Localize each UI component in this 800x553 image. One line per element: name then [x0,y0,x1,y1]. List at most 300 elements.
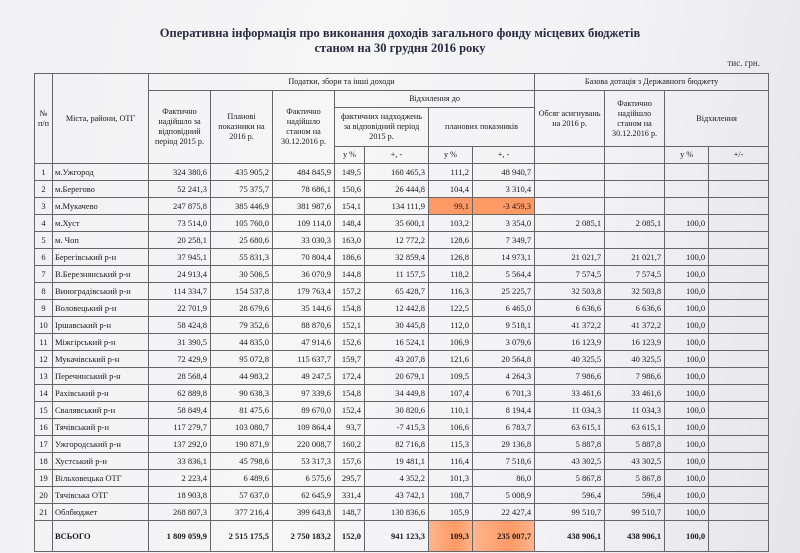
row-number: 10 [35,317,53,334]
table-row [35,300,769,317]
cell-fact-2015: 114 334,7 [149,283,211,300]
cell-dev-plan-pct: 108,7 [429,487,473,504]
row-number: 4 [35,215,53,232]
cell-dev-plan-pm: 29 136,8 [473,436,535,453]
total-dp: 100,0 [665,521,709,552]
cell-dev-plan-pct: 128,6 [429,232,473,249]
cell-dev-fact-pm: 35 600,1 [365,215,429,232]
cell-dev-plan-pm: 48 940,7 [473,164,535,181]
cell-fact-3012: 220 008,7 [273,436,335,453]
cell-dev-plan-pct: 104,4 [429,181,473,198]
cell-dev-fact-pct: 154,8 [335,385,365,402]
row-name: Тячівський р-н [53,419,149,436]
cell-fact-2015: 117 279,7 [149,419,211,436]
cell-dot-pm [709,164,769,181]
cell-dot-pct: 100,0 [665,266,709,283]
cell-dev-fact-pm: -7 415,3 [365,419,429,436]
cell-dev-plan-pm: 6 701,3 [473,385,535,402]
cell-dot-pm [709,198,769,215]
cell-dev-plan-pm: 3 310,4 [473,181,535,198]
cell-dot-pm [709,368,769,385]
cell-dot-fact: 63 615,1 [605,419,665,436]
cell-plan-2016: 90 638,3 [211,385,273,402]
cell-dev-plan-pm: 6 465,0 [473,300,535,317]
cell-dev-plan-pm: 7 349,7 [473,232,535,249]
cell-dev-fact-pct: 149,5 [335,164,365,181]
cell-dev-fact-pm: 19 481,1 [365,453,429,470]
table-row [35,198,769,215]
cell-dot-fact: 16 123,9 [605,334,665,351]
header-dot-pm: +/- [709,147,769,164]
cell-dev-plan-pct: 110,1 [429,402,473,419]
cell-dev-plan-pct: 122,5 [429,300,473,317]
row-number: 9 [35,300,53,317]
cell-dev-fact-pm: 43 742,1 [365,487,429,504]
table-row [35,487,769,504]
table-row [35,283,769,300]
cell-fact-2015: 33 836,1 [149,453,211,470]
header-dev-fact: фактичних надходжень за відповідний період 2015 р. [335,108,429,147]
row-name: м.Мукачево [53,198,149,215]
cell-plan-2016: 103 080,7 [211,419,273,436]
row-number: 19 [35,470,53,487]
cell-dev-plan-pm: 3 354,0 [473,215,535,232]
total-row [35,521,769,552]
cell-dot-volume: 99 510,7 [535,504,605,521]
cell-plan-2016: 6 489,6 [211,470,273,487]
cell-dot-fact: 40 325,5 [605,351,665,368]
cell-dev-plan-pct: 115,3 [429,436,473,453]
cell-plan-2016: 105 760,0 [211,215,273,232]
cell-fact-3012: 89 670,0 [273,402,335,419]
cell-dev-fact-pm: 134 111,9 [365,198,429,215]
cell-dot-fact [605,232,665,249]
row-number: 3 [35,198,53,215]
header-plan-2016: Планові показники на 2016 р. [211,91,273,164]
cell-dot-pm [709,249,769,266]
cell-dot-volume: 11 034,3 [535,402,605,419]
cell-dev-plan-pct: 112,0 [429,317,473,334]
row-number: 2 [35,181,53,198]
cell-dev-plan-pm: 14 973,1 [473,249,535,266]
cell-dot-pct: 100,0 [665,402,709,419]
cell-dev-fact-pct: 163,0 [335,232,365,249]
cell-plan-2016: 44 835,0 [211,334,273,351]
table-row [35,215,769,232]
row-name: Міжгірський р-н [53,334,149,351]
table-row [35,351,769,368]
cell-fact-3012: 70 804,4 [273,249,335,266]
cell-dev-fact-pm: 20 679,1 [365,368,429,385]
cell-dot-volume: 2 085,1 [535,215,605,232]
cell-dev-fact-pm: 26 444,8 [365,181,429,198]
cell-dev-fact-pm: 160 465,3 [365,164,429,181]
cell-dot-fact: 6 636,6 [605,300,665,317]
cell-dot-pm [709,453,769,470]
cell-dev-plan-pm: 22 427,4 [473,504,535,521]
total-dv: 438 906,1 [535,521,605,552]
header-pm-1: +, - [365,147,429,164]
table-row [35,402,769,419]
row-number: 17 [35,436,53,453]
cell-dot-volume [535,164,605,181]
header-fact-2015: Фактично надійшло за відповідний період 2015 р. [149,91,211,164]
cell-dot-pm [709,266,769,283]
cell-dev-fact-pm: 34 449,8 [365,385,429,402]
cell-dot-volume: 21 021,7 [535,249,605,266]
table-row [35,232,769,249]
cell-dev-fact-pct: 93,7 [335,419,365,436]
cell-dot-fact: 11 034,3 [605,402,665,419]
document-title [0,26,800,56]
cell-dev-plan-pct: 106,9 [429,334,473,351]
cell-dot-volume: 16 123,9 [535,334,605,351]
header-npp: № п/п [35,74,53,164]
cell-fact-3012: 484 845,9 [273,164,335,181]
cell-fact-3012: 36 070,9 [273,266,335,283]
cell-plan-2016: 28 679,6 [211,300,273,317]
cell-dot-fact: 99 510,7 [605,504,665,521]
total-d1: 941 123,3 [365,521,429,552]
row-number: 21 [35,504,53,521]
cell-fact-3012: 399 643,8 [273,504,335,521]
cell-dot-fact: 33 461,6 [605,385,665,402]
cell-dev-plan-pct: 105,9 [429,504,473,521]
cell-fact-2015: 137 292,0 [149,436,211,453]
row-name: Тячівська ОТГ [53,487,149,504]
header-city: Міста, райони, ОТГ [53,74,149,164]
cell-dot-volume: 63 615,1 [535,419,605,436]
cell-dot-volume: 596,4 [535,487,605,504]
total-f16: 2 750 183,2 [273,521,335,552]
cell-dev-plan-pm: 5 564,4 [473,266,535,283]
cell-fact-2015: 72 429,9 [149,351,211,368]
row-number: 13 [35,368,53,385]
header-dot-fact: Фактично надійшло станом на 30.12.2016 р. [605,91,665,147]
cell-dot-pct: 100,0 [665,470,709,487]
header-dot-blank-1 [535,147,605,164]
row-name: Виноградівський р-н [53,283,149,300]
cell-dot-volume: 7 574,5 [535,266,605,283]
row-number: 12 [35,351,53,368]
row-name: Перечинський р-н [53,368,149,385]
header-dot-volume: Обсяг асигнувань на 2016 р. [535,91,605,147]
total-p2: 109,3 [429,521,473,552]
row-number: 20 [35,487,53,504]
cell-plan-2016: 79 352,6 [211,317,273,334]
units-label: тис. грн. [727,58,760,68]
row-number: 16 [35,419,53,436]
cell-dev-fact-pct: 154,1 [335,198,365,215]
cell-dev-fact-pct: 172,4 [335,368,365,385]
cell-dev-fact-pct: 144,8 [335,266,365,283]
row-name: м.Ужгород [53,164,149,181]
cell-dev-plan-pm: 6 783,7 [473,419,535,436]
cell-dot-pm [709,470,769,487]
cell-dev-plan-pm: 25 225,7 [473,283,535,300]
cell-dev-plan-pct: 111,2 [429,164,473,181]
cell-dev-fact-pct: 152,6 [335,334,365,351]
cell-dot-volume: 5 867,8 [535,470,605,487]
cell-dot-volume [535,181,605,198]
row-number: 5 [35,232,53,249]
cell-plan-2016: 30 506,5 [211,266,273,283]
cell-dot-pct [665,198,709,215]
cell-dev-fact-pm: 30 445,8 [365,317,429,334]
cell-fact-2015: 58 424,8 [149,317,211,334]
cell-dev-fact-pct: 152,4 [335,402,365,419]
cell-fact-2015: 24 913,4 [149,266,211,283]
cell-dot-pm [709,436,769,453]
cell-dot-pm [709,334,769,351]
cell-dot-volume: 32 503,8 [535,283,605,300]
cell-dot-volume: 40 325,5 [535,351,605,368]
cell-fact-3012: 115 637,7 [273,351,335,368]
cell-dot-pct: 100,0 [665,419,709,436]
table-row [35,334,769,351]
table-row [35,385,769,402]
cell-dev-fact-pct: 295,7 [335,470,365,487]
cell-dev-fact-pm: 12 442,8 [365,300,429,317]
cell-plan-2016: 154 537,8 [211,283,273,300]
cell-dev-fact-pm: 30 820,6 [365,402,429,419]
cell-fact-2015: 247 875,8 [149,198,211,215]
cell-dev-plan-pct: 109,5 [429,368,473,385]
cell-fact-2015: 58 849,4 [149,402,211,419]
cell-plan-2016: 385 446,9 [211,198,273,215]
cell-dot-pct: 100,0 [665,317,709,334]
cell-dot-pct [665,232,709,249]
cell-dot-fact: 7 986,6 [605,368,665,385]
cell-dot-pct: 100,0 [665,436,709,453]
cell-dot-pct: 100,0 [665,487,709,504]
cell-dot-volume: 6 636,6 [535,300,605,317]
cell-plan-2016: 377 216,4 [211,504,273,521]
row-name: Свалявський р-н [53,402,149,419]
header-taxes-group: Податки, збори та інші доходи [149,74,535,91]
cell-fact-2015: 28 568,4 [149,368,211,385]
row-number: 8 [35,283,53,300]
cell-dot-volume [535,232,605,249]
cell-fact-2015: 31 390,5 [149,334,211,351]
cell-dev-plan-pm: 5 008,9 [473,487,535,504]
row-name: Облбюджет [53,504,149,521]
cell-dev-fact-pct: 152,1 [335,317,365,334]
table-row [35,436,769,453]
cell-dot-pm [709,215,769,232]
cell-fact-3012: 53 317,3 [273,453,335,470]
cell-fact-2015: 2 223,4 [149,470,211,487]
cell-plan-2016: 190 871,9 [211,436,273,453]
cell-dev-fact-pm: 65 428,7 [365,283,429,300]
row-number: 15 [35,402,53,419]
cell-dev-fact-pct: 157,6 [335,453,365,470]
cell-fact-2015: 20 258,1 [149,232,211,249]
cell-dev-fact-pm: 130 836,6 [365,504,429,521]
cell-fact-2015: 62 889,8 [149,385,211,402]
table-row [35,164,769,181]
cell-dot-pm [709,487,769,504]
table-row [35,419,769,436]
cell-dot-pm [709,232,769,249]
cell-dev-plan-pct: 107,4 [429,385,473,402]
cell-dot-pm [709,504,769,521]
header-dotation-group: Базова дотація з Державного бюджету [535,74,769,91]
header-fact-3012: Фактично надійшло станом на 30.12.2016 р. [273,91,335,164]
row-number: 7 [35,266,53,283]
cell-fact-3012: 49 247,5 [273,368,335,385]
cell-fact-3012: 97 339,6 [273,385,335,402]
row-name: Берегівський р-н [53,249,149,266]
cell-dev-fact-pct: 150,6 [335,181,365,198]
table-row [35,470,769,487]
table-row [35,453,769,470]
cell-dot-pct: 100,0 [665,351,709,368]
row-name: В.Березнянський р-н [53,266,149,283]
cell-dot-pct: 100,0 [665,453,709,470]
header-pct-1: у % [335,147,365,164]
cell-fact-2015: 268 807,3 [149,504,211,521]
cell-dot-pm [709,317,769,334]
cell-dot-fact: 2 085,1 [605,215,665,232]
title-line-2: станом на 30 грудня 2016 року [314,41,486,55]
cell-fact-2015: 22 701,9 [149,300,211,317]
cell-plan-2016: 25 680,6 [211,232,273,249]
cell-fact-3012: 47 914,6 [273,334,335,351]
header-dot-deviation: Відхилення [665,91,769,147]
cell-plan-2016: 45 798,6 [211,453,273,470]
cell-dot-pct: 100,0 [665,385,709,402]
cell-dev-fact-pct: 154,8 [335,300,365,317]
row-number: 18 [35,453,53,470]
cell-fact-3012: 33 030,3 [273,232,335,249]
row-number: 1 [35,164,53,181]
total-label: ВСЬОГО [53,521,149,552]
total-p1: 152,0 [335,521,365,552]
cell-fact-3012: 78 686,1 [273,181,335,198]
total-d2: 235 007,7 [473,521,535,552]
cell-dev-plan-pct: 116,3 [429,283,473,300]
cell-dev-plan-pct: 121,6 [429,351,473,368]
row-number: 14 [35,385,53,402]
header-pct-2: у % [429,147,473,164]
table-row [35,181,769,198]
cell-plan-2016: 435 905,2 [211,164,273,181]
cell-dot-pct [665,181,709,198]
cell-dev-plan-pm: 4 264,3 [473,368,535,385]
cell-fact-3012: 109 114,0 [273,215,335,232]
cell-fact-3012: 109 864,4 [273,419,335,436]
cell-dev-plan-pct: 101,3 [429,470,473,487]
cell-dev-plan-pct: 103,2 [429,215,473,232]
cell-fact-2015: 37 945,1 [149,249,211,266]
header-dot-blank-2 [605,147,665,164]
cell-dot-pct: 100,0 [665,300,709,317]
header-dot-pct: у % [665,147,709,164]
cell-dev-plan-pm: 20 564,8 [473,351,535,368]
cell-dot-volume: 33 461,6 [535,385,605,402]
cell-dot-pct: 100,0 [665,215,709,232]
cell-dev-fact-pm: 32 859,4 [365,249,429,266]
cell-fact-3012: 381 987,6 [273,198,335,215]
cell-dot-fact: 21 021,7 [605,249,665,266]
row-name: м.Берегово [53,181,149,198]
total-blank [35,521,53,552]
cell-dev-plan-pct: 116,4 [429,453,473,470]
row-number: 6 [35,249,53,266]
cell-fact-2015: 18 903,8 [149,487,211,504]
cell-dev-plan-pm: 86,0 [473,470,535,487]
cell-dot-pct: 100,0 [665,334,709,351]
cell-dot-pm [709,300,769,317]
total-plan: 2 515 175,5 [211,521,273,552]
cell-dot-pm [709,385,769,402]
cell-dot-fact: 5 867,8 [605,470,665,487]
cell-dev-fact-pm: 82 716,8 [365,436,429,453]
cell-dev-fact-pct: 160,2 [335,436,365,453]
cell-dev-fact-pct: 331,4 [335,487,365,504]
table-row [35,266,769,283]
cell-dev-plan-pm: 3 079,6 [473,334,535,351]
cell-dot-pm [709,181,769,198]
cell-dot-pm [709,351,769,368]
row-name: Хустський р-н [53,453,149,470]
total-df: 438 906,1 [605,521,665,552]
cell-dev-plan-pct: 99,1 [429,198,473,215]
cell-fact-3012: 88 870,6 [273,317,335,334]
header-deviation-to: Відхилення до [335,91,535,108]
row-name: Іршавський р-н [53,317,149,334]
cell-fact-2015: 52 241,3 [149,181,211,198]
header-dev-plan: планових показників [429,108,535,147]
table-row [35,368,769,385]
cell-dot-pct [665,164,709,181]
cell-dot-pm [709,419,769,436]
total-f15: 1 809 059,9 [149,521,211,552]
cell-dot-pct: 100,0 [665,368,709,385]
budget-table [34,73,769,552]
cell-dot-pct: 100,0 [665,249,709,266]
cell-dev-plan-pm: 8 194,4 [473,402,535,419]
cell-dot-volume [535,198,605,215]
cell-plan-2016: 44 983,2 [211,368,273,385]
cell-plan-2016: 75 375,7 [211,181,273,198]
cell-dev-plan-pct: 126,8 [429,249,473,266]
row-name: Мукачівський р-н [53,351,149,368]
cell-dot-fact: 43 302,5 [605,453,665,470]
cell-dot-volume: 5 887,8 [535,436,605,453]
cell-dot-volume: 7 986,6 [535,368,605,385]
cell-dev-plan-pm: -3 459,3 [473,198,535,215]
cell-dev-fact-pm: 4 352,2 [365,470,429,487]
cell-dot-fact: 596,4 [605,487,665,504]
cell-dev-fact-pct: 159,7 [335,351,365,368]
cell-fact-3012: 35 144,6 [273,300,335,317]
cell-dot-fact [605,164,665,181]
row-name: м.Хуст [53,215,149,232]
cell-dot-pm [709,402,769,419]
cell-plan-2016: 95 072,8 [211,351,273,368]
cell-plan-2016: 81 475,6 [211,402,273,419]
cell-dev-plan-pct: 118,2 [429,266,473,283]
cell-fact-3012: 179 763,4 [273,283,335,300]
cell-dev-fact-pm: 12 772,2 [365,232,429,249]
cell-fact-3012: 62 645,9 [273,487,335,504]
row-number: 11 [35,334,53,351]
header-pm-2: +, - [473,147,535,164]
cell-dot-fact: 7 574,5 [605,266,665,283]
cell-dot-pm [709,283,769,300]
